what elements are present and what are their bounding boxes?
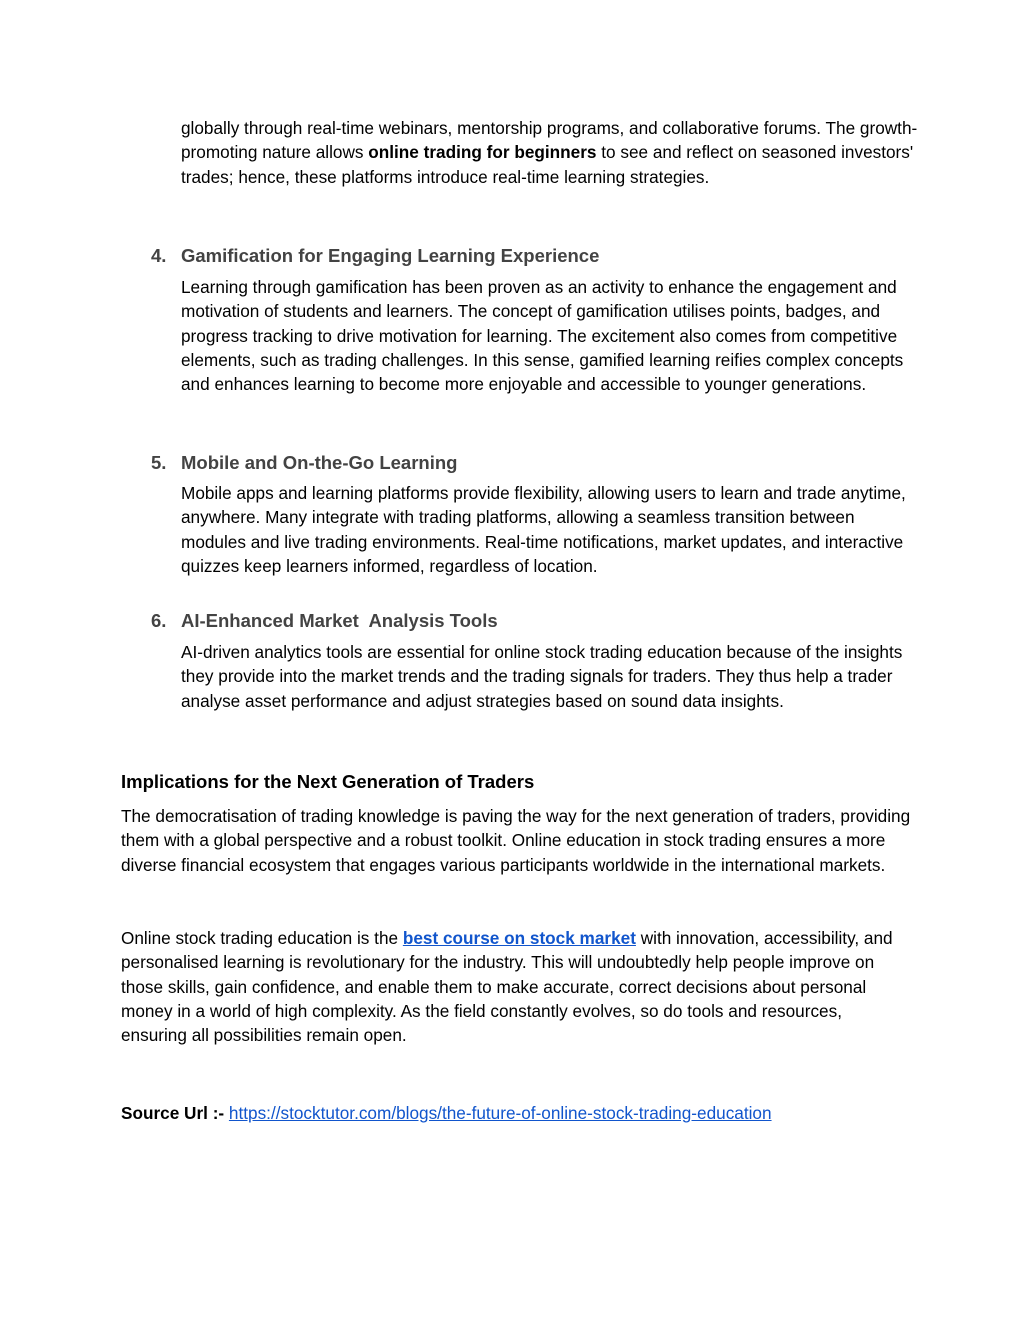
item-5-number: 5. — [151, 452, 167, 473]
item-5-heading — [151, 452, 457, 474]
paragraph-2-text-before: Online stock trading education is the — [121, 928, 403, 948]
implications-paragraph-1: The democratisation of trading knowledge is paving the way for the next generation of traders, providing them with a global perspective and a robust toolkit. Online education in stock trading ensures a more diverse financial ecosystem that engages various participants worldwide in the international markets. — [121, 806, 911, 875]
intro-text-before: globally through real-time webinars, mentorship programs, and collaborative forums. The growth-promoting nature allows — [181, 118, 918, 163]
item-6-heading — [151, 610, 498, 632]
item-4-title: Gamification for Engaging Learning Experience — [181, 245, 600, 266]
implications-heading: Implications for the Next Generation of Traders — [121, 771, 535, 792]
source-line — [121, 1101, 772, 1125]
item-4-heading — [151, 245, 599, 267]
best-course-link[interactable]: best course on stock market — [402, 928, 636, 948]
intro-text-after: to see and reflect on seasoned investors' trades; hence, these platforms introduce real-time learning strategies. — [181, 142, 914, 187]
item-4-body: Learning through gamification has been proven as an activity to enhance the engagement and motivation of students and learners. The concept of gamification utilises points, badges, and progress tracking to drive motivation for learning. The excitement also comes from competitive elements, such as trading challenges. In this sense, gamified learning reifies complex concepts and enhances learning to become more enjoyable and accessible to younger generations. — [181, 277, 904, 395]
item-5-body: Mobile apps and learning platforms provide flexibility, allowing users to learn and trade anytime, anywhere. Many integrate with trading platforms, allowing a seamless transition between modules and live trading environments. Real-time notifications, market updates, and interactive quizzes keep learners informed, regardless of location. — [181, 483, 906, 576]
source-url-link[interactable]: https://stocktutor.com/blogs/the-future-of-online-stock-trading-education — [228, 1103, 772, 1123]
implications-paragraph-2 — [121, 926, 911, 1047]
intro-bold-phrase: online trading for beginners — [368, 142, 597, 163]
item-6-title: AI-Enhanced Market Analysis Tools — [181, 610, 498, 631]
item-6-number: 6. — [151, 610, 167, 631]
paragraph-2-text-after: with innovation, accessibility, and personalised learning is revolutionary for the industry. This will undoubtedly help people improve on those skills, gain confidence, and enable them to make accurate, correct decisions about personal money in a world of high complexity. As the field constantly evolves, so do tools and resources, ensuring all possibilities remain open. — [121, 928, 893, 1046]
item-5-title: Mobile and On-the-Go Learning — [181, 452, 458, 473]
item-6-body: AI-driven analytics tools are essential for online stock trading education because of the insights they provide into the market trends and the trading signals for traders. They thus help a trader analyse asset performance and adjust strategies based on sound data insights. — [181, 642, 903, 711]
item-4-number: 4. — [151, 245, 167, 266]
source-label: Source Url :- — [121, 1103, 229, 1123]
intro-paragraph — [181, 116, 921, 189]
